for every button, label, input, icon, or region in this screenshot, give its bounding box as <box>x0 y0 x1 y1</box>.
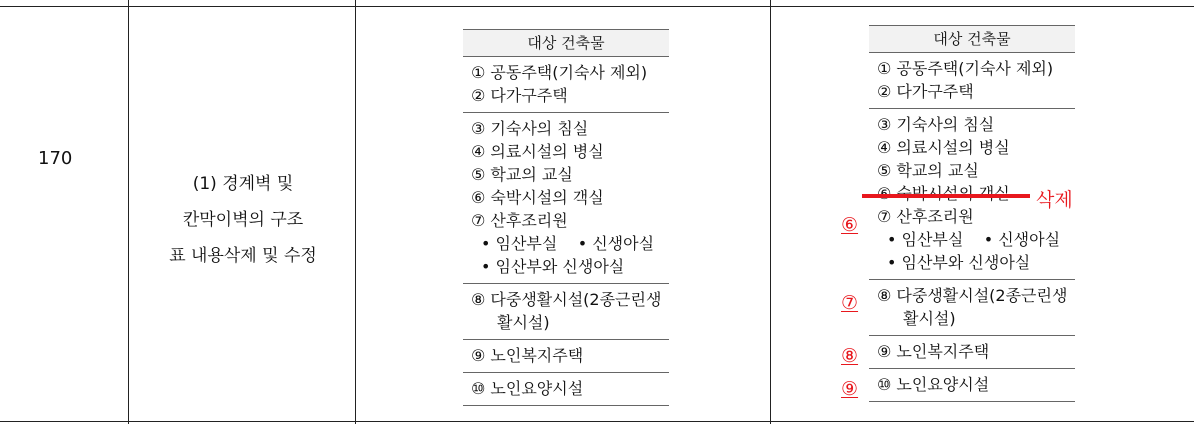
before-item-7-sub-1: • 임산부실 • 신생아실 <box>481 234 655 253</box>
deletion-strike-line <box>862 194 1030 198</box>
before-item-1: ① 공동주택(기숙사 제외) <box>471 63 648 82</box>
before-item-9: ⑨ 노인복지주택 <box>471 346 584 365</box>
description-line-2: 칸막이벽의 구조 <box>182 210 304 230</box>
column-divider-3 <box>770 0 771 424</box>
after-group-4 <box>869 336 1075 369</box>
after-group-3 <box>869 280 1075 336</box>
row-description <box>130 166 356 274</box>
after-item-5: ⑤ 학교의 교실 <box>877 161 979 180</box>
row-number: 170 <box>38 148 73 169</box>
column-divider-1 <box>128 0 129 424</box>
after-group-1 <box>869 53 1075 109</box>
renumber-6: ⑥ <box>841 214 859 236</box>
before-item-6: ⑥ 숙박시설의 객실 <box>471 188 604 207</box>
description-line-3: 표 내용삭제 및 수정 <box>169 246 317 266</box>
before-target-table <box>463 29 669 406</box>
before-item-3: ③ 기숙사의 침실 <box>471 119 589 138</box>
before-table-header: 대상 건축물 <box>463 29 669 57</box>
renumber-9: ⑨ <box>841 378 859 400</box>
after-item-8-cont: 활시설) <box>903 309 956 328</box>
after-target-table <box>869 25 1075 402</box>
delete-note: 삭제 <box>1036 189 1073 211</box>
table-bottom-border <box>0 421 1194 422</box>
before-item-10: ⑩ 노인요양시설 <box>471 379 584 398</box>
after-table-header: 대상 건축물 <box>869 25 1075 53</box>
after-item-1: ① 공동주택(기숙사 제외) <box>877 59 1054 78</box>
before-item-2: ② 다가구주택 <box>471 86 568 105</box>
after-item-7-sub-2: • 임산부와 신생아실 <box>887 253 1031 272</box>
renumber-8: ⑧ <box>841 345 859 367</box>
after-item-7: ⑦ 산후조리원 <box>877 207 974 226</box>
before-group-5 <box>463 373 669 406</box>
after-item-3: ③ 기숙사의 침실 <box>877 115 995 134</box>
after-item-2: ② 다가구주택 <box>877 82 974 101</box>
before-group-4 <box>463 340 669 373</box>
before-item-4: ④ 의료시설의 병실 <box>471 142 604 161</box>
after-item-9: ⑨ 노인복지주택 <box>877 342 990 361</box>
before-item-8: ⑧ 다중생활시설(2종근린생 <box>471 290 662 309</box>
after-item-4: ④ 의료시설의 병실 <box>877 138 1010 157</box>
before-item-8-cont: 활시설) <box>497 313 550 332</box>
description-line-1: (1) 경계벽 및 <box>192 174 294 194</box>
table-top-border <box>0 6 1194 7</box>
after-item-8: ⑧ 다중생활시설(2종근린생 <box>877 286 1068 305</box>
before-group-3 <box>463 284 669 340</box>
before-group-1 <box>463 57 669 113</box>
after-item-7-sub-1: • 임산부실 • 신생아실 <box>887 230 1061 249</box>
after-item-10: ⑩ 노인요양시설 <box>877 375 990 394</box>
before-item-7: ⑦ 산후조리원 <box>471 211 568 230</box>
before-item-5: ⑤ 학교의 교실 <box>471 165 573 184</box>
before-group-2 <box>463 113 669 284</box>
before-item-7-sub-2: • 임산부와 신생아실 <box>481 257 625 276</box>
after-group-5 <box>869 369 1075 402</box>
renumber-7: ⑦ <box>841 292 859 314</box>
